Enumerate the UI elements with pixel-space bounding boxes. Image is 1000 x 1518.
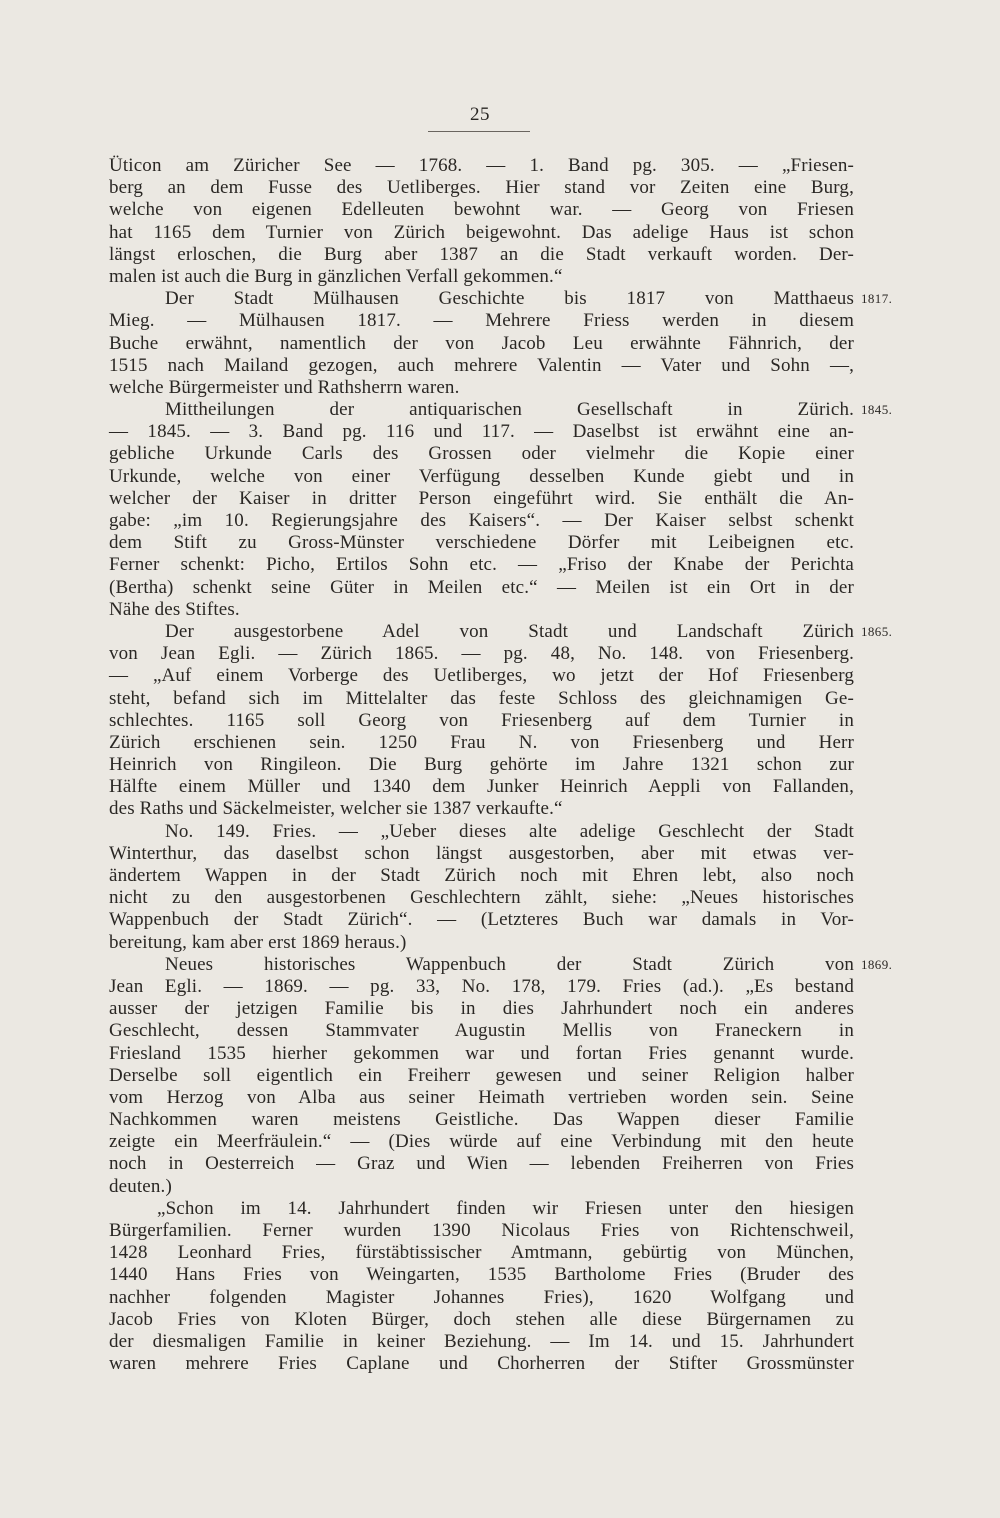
text-line: 1515 nach Mailand gezogen, auch mehrere Valentin — Vater und Sohn —, [109, 354, 854, 376]
text-line: Heinrich von Ringileon. Die Burg gehörte im Jahre 1321 schon zur [109, 754, 854, 776]
text-line: noch in Oesterreich — Graz und Wien — lebenden Freiherren von Fries [109, 1153, 854, 1175]
header-rule [428, 131, 530, 132]
text-line: Nachkommen waren meistens Geistliche. Das Wappen dieser Familie [109, 1109, 854, 1131]
text-line: Nähe des Stiftes. [109, 598, 240, 620]
text-line: Neues historisches Wappenbuch der Stadt Zürich von [165, 953, 854, 975]
paragraph [109, 821, 854, 954]
page-number: 25 [470, 104, 490, 125]
text-line: Hälfte einem Müller und 1340 dem Junker Heinrich Aeppli von Fallanden, [109, 776, 854, 798]
text-line: längst erloschen, die Burg aber 1387 an die Stadt verkauft worden. Der- [109, 243, 854, 265]
text-line: der diesmaligen Familie in keiner Beziehung. — Im 14. und 15. Jahrhundert [109, 1330, 854, 1352]
text-line: malen ist auch die Burg in gänzlichen Verfall gekommen.“ [109, 265, 563, 287]
text-line: Derselbe soll eigentlich ein Freiherr gewesen und seiner Religion halber [109, 1064, 854, 1086]
text-line: Mieg. — Mülhausen 1817. — Mehrere Friess werden in diesem [109, 310, 854, 332]
text-line: steht, befand sich im Mittelalter das feste Schloss des gleichnamigen Ge- [109, 687, 854, 709]
text-line: bereitung, kam aber erst 1869 heraus.) [109, 931, 407, 953]
text-line: von Jean Egli. — Zürich 1865. — pg. 48, No. 148. von Friesenberg. [109, 643, 854, 665]
text-line: Jacob Fries von Kloten Bürger, doch stehen alle diese Bürgernamen zu [109, 1308, 854, 1330]
text-line: gabe: „im 10. Regierungsjahre des Kaisers“. — Der Kaiser selbst schenkt [109, 510, 854, 531]
text-line: Wappenbuch der Stadt Zürich“. — (Letzteres Buch war damals in Vor- [109, 909, 854, 931]
text-line: schlechtes. 1165 soll Georg von Friesenberg auf dem Turnier in [109, 709, 854, 731]
text-line: Üticon am Züricher See — 1768. — 1. Band pg. 305. — „Friesen- [109, 155, 854, 176]
text-line: hat 1165 dem Turnier von Zürich beigewohnt. Das adelige Haus ist schon [109, 221, 854, 243]
text-line: Zürich erschienen sein. 1250 Frau N. von Friesenberg und Herr [109, 731, 854, 753]
text-line: Urkunde, welche von einer Verfügung desselben Kunde giebt und in [109, 465, 854, 487]
text-line: Mittheilungen der antiquarischen Gesellschaft in Zürich. [165, 399, 854, 421]
margin-year: 1817. [861, 291, 893, 307]
text-line: Buche erwähnt, namentlich der von Jacob Leu erwähnte Fähnrich, der [109, 332, 854, 354]
body-text [109, 155, 854, 1375]
text-line: Der ausgestorbene Adel von Stadt und Landschaft Zürich [165, 620, 854, 642]
text-line: waren mehrere Fries Caplane und Chorherren der Stifter Grossmünster [109, 1353, 854, 1375]
text-line: — 1845. — 3. Band pg. 116 und 117. — Daselbst ist erwähnt eine an- [109, 421, 854, 443]
text-line: „Schon im 14. Jahrhundert finden wir Friesen unter den hiesigen [157, 1197, 854, 1219]
text-line: No. 149. Fries. — „Ueber dieses alte adelige Geschlecht der Stadt [165, 820, 854, 842]
margin-year: 1845. [861, 402, 893, 418]
text-line: welche von eigenen Edelleuten bewohnt war. — Georg von Friesen [109, 199, 854, 221]
text-line: Friesland 1535 hierher gekommen war und fortan Fries genannt wurde. [109, 1042, 854, 1064]
text-line: berg an dem Fusse des Uetliberges. Hier stand vor Zeiten eine Burg, [109, 177, 854, 199]
text-line: vom Herzog von Alba aus seiner Heimath vertrieben worden sein. Seine [109, 1086, 854, 1108]
text-line: ausser der jetzigen Familie bis in dies Jahrhundert noch ein anderes [109, 998, 854, 1020]
text-line: dem Stift zu Gross-Münster verschiedene Dörfer mit Leibeignen etc. [109, 532, 854, 554]
text-line: welche Bürgermeister und Rathsherrn waren. [109, 376, 460, 398]
text-line: Ferner schenkt: Picho, Ertilos Sohn etc. — „Friso der Knabe der Perichta [109, 554, 854, 576]
text-line: Geschlecht, dessen Stammvater Augustin Mellis von Franeckern in [109, 1020, 854, 1042]
paragraph [109, 1198, 854, 1376]
text-line: Winterthur, das daselbst schon längst ausgestorben, aber mit etwas ver- [109, 842, 854, 864]
text-line: (Bertha) schenkt seine Güter in Meilen etc.“ — Meilen ist ein Ort in der [109, 576, 854, 598]
text-line: Jean Egli. — 1869. — pg. 33, No. 178, 179. Fries (ad.). „Es bestand [109, 975, 854, 997]
margin-year: 1869. [861, 957, 893, 973]
text-line: Bürgerfamilien. Ferner wurden 1390 Nicolaus Fries von Richtenschweil, [109, 1220, 854, 1241]
text-line: nicht zu den ausgestorbenen Geschlechtern zählt, siehe: „Neues historisches [109, 887, 854, 909]
text-line: gebliche Urkunde Carls des Grossen oder vielmehr die Kopie einer [109, 443, 854, 465]
paragraph [109, 155, 854, 288]
paragraph [109, 621, 854, 821]
text-line: ändertem Wappen in der Stadt Zürich noch mit Ehren lebt, also noch [109, 865, 854, 886]
paragraph [109, 288, 854, 399]
margin-year: 1865. [861, 624, 893, 640]
text-line: 1428 Leonhard Fries, fürstäbtissischer Amtmann, gebürtig von München, [109, 1242, 854, 1264]
text-line: des Raths und Säckelmeister, welcher sie 1387 verkaufte.“ [109, 798, 563, 820]
text-line: deuten.) [109, 1175, 172, 1197]
text-line: welcher der Kaiser in dritter Person eingeführt wird. Sie enthält die An- [109, 487, 854, 509]
text-line: — „Auf einem Vorberge des Uetliberges, wo jetzt der Hof Friesenberg [109, 665, 854, 687]
text-line: nachher folgenden Magister Johannes Fries), 1620 Wolfgang und [109, 1286, 854, 1308]
text-line: zeigte ein Meerfräulein.“ — (Dies würde auf eine Verbindung mit den heute [109, 1131, 854, 1153]
paragraph [109, 954, 854, 1198]
paragraph [109, 399, 854, 621]
text-line: Der Stadt Mülhausen Geschichte bis 1817 von Matthaeus [165, 288, 854, 310]
text-line: 1440 Hans Fries von Weingarten, 1535 Bartholome Fries (Bruder des [109, 1264, 854, 1286]
